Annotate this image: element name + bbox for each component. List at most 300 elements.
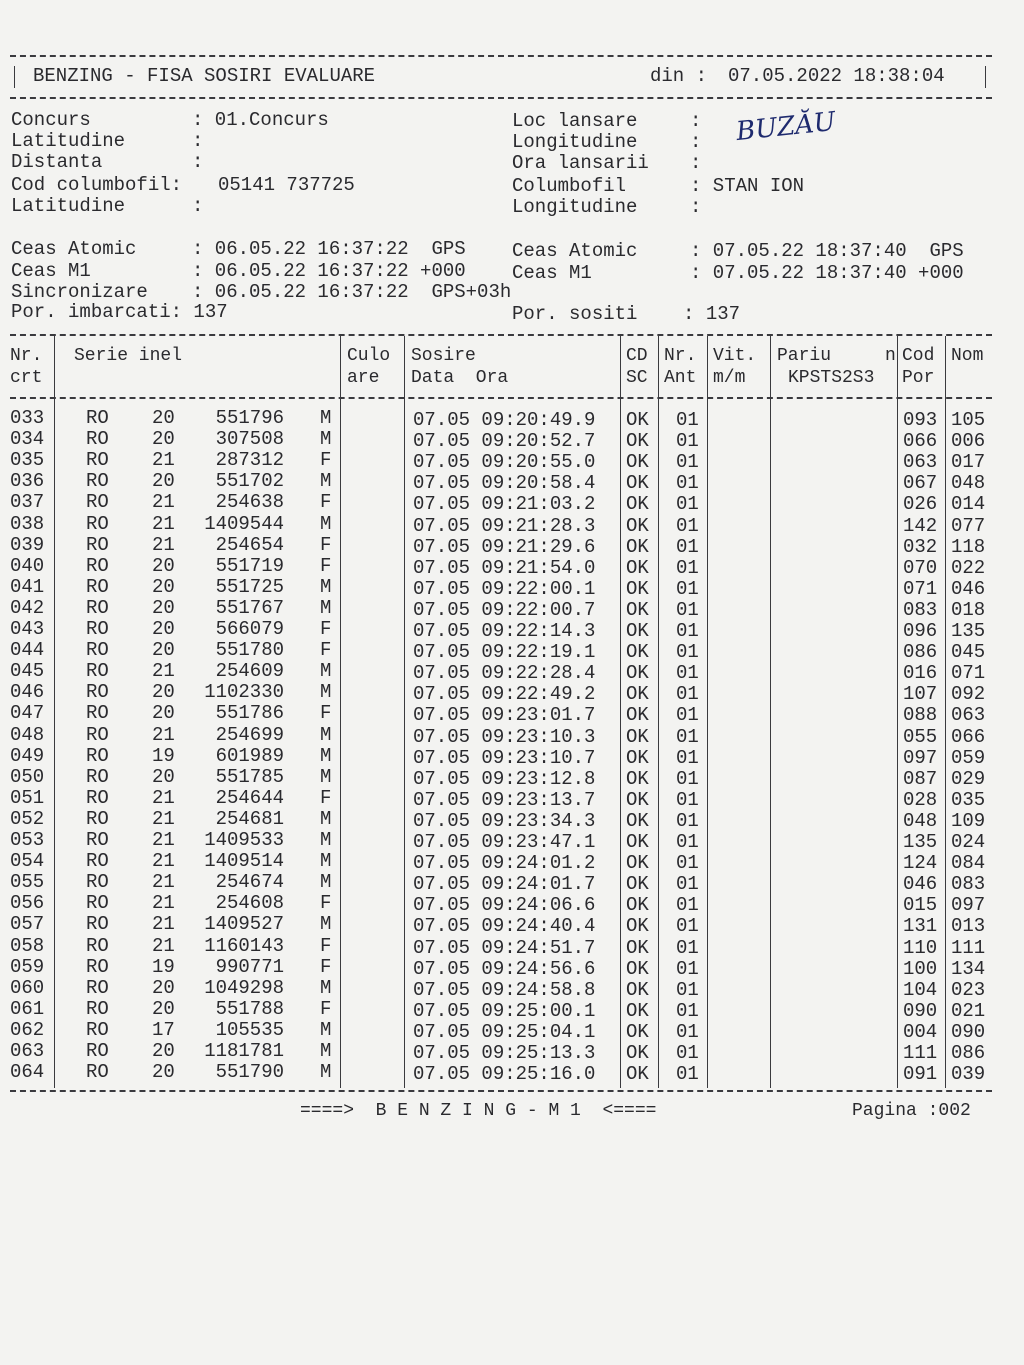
cell-nom: 118 (951, 536, 986, 558)
cell-country: RO (86, 808, 109, 830)
cell-nom: 134 (951, 958, 986, 980)
cell-cod: 088 (903, 704, 938, 726)
cell-ant: 01 (676, 430, 699, 452)
cell-country: RO (86, 850, 109, 872)
cell-nr: 055 (10, 871, 45, 893)
info-right-label: Longitudine (512, 196, 638, 218)
cell-year: 21 (152, 513, 175, 535)
cell-country: RO (86, 1019, 109, 1041)
cell-nr: 059 (10, 956, 45, 978)
cell-arrival: 07.05 09:22:19.1 (413, 641, 596, 663)
cell-ring: 551790 (215, 1061, 285, 1083)
cell-nr: 050 (10, 766, 45, 788)
cell-ring: 287312 (215, 449, 285, 471)
birds-basketed: Por. imbarcati: 137 (11, 301, 228, 323)
cell-arrival: 07.05 09:25:04.1 (413, 1021, 596, 1043)
cell-ant: 01 (676, 937, 699, 959)
cell-year: 20 (152, 555, 175, 577)
cell-arrival: 07.05 09:25:13.3 (413, 1042, 596, 1064)
cell-cd: OK (626, 873, 649, 895)
col-header-nom: Nom (951, 346, 984, 366)
cell-year: 21 (152, 449, 175, 471)
cell-country: RO (86, 470, 109, 492)
header-bottom-rule (10, 97, 992, 99)
cell-nom: 066 (951, 726, 986, 748)
cell-ant: 01 (676, 620, 699, 642)
cell-ant: 01 (676, 704, 699, 726)
cell-sex: M (320, 1040, 332, 1062)
info-right-value: : (690, 196, 702, 218)
cell-cod: 097 (903, 747, 938, 769)
cell-nom: 035 (951, 789, 986, 811)
cell-year: 20 (152, 998, 175, 1020)
cell-ant: 01 (676, 536, 699, 558)
cell-arrival: 07.05 09:25:16.0 (413, 1063, 596, 1085)
footer-brand: ====> B E N Z I N G - M 1 <==== (300, 1101, 657, 1121)
cell-arrival: 07.05 09:23:12.8 (413, 768, 596, 790)
cell-cd: OK (626, 409, 649, 431)
cell-cod: 131 (903, 915, 938, 937)
cell-ring: 551719 (215, 555, 285, 577)
cell-country: RO (86, 681, 109, 703)
cell-year: 20 (152, 639, 175, 661)
cell-nr: 039 (10, 534, 45, 556)
cell-nom: 048 (951, 472, 986, 494)
cell-ring: 601989 (215, 745, 285, 767)
cell-sex: M (320, 913, 332, 935)
cell-nr: 061 (10, 998, 45, 1020)
cell-cd: OK (626, 451, 649, 473)
cell-cod: 066 (903, 430, 938, 452)
cell-nom: 046 (951, 578, 986, 600)
clock-value-right: : 07.05.22 18:37:40 GPS (690, 240, 964, 262)
cell-nom: 111 (951, 937, 986, 959)
cell-cod: 070 (903, 557, 938, 579)
cell-nom: 090 (951, 1021, 986, 1043)
cell-country: RO (86, 660, 109, 682)
cell-cd: OK (626, 789, 649, 811)
cell-year: 20 (152, 597, 175, 619)
cell-country: RO (86, 702, 109, 724)
cell-sex: M (320, 428, 332, 450)
cell-cod: 111 (903, 1042, 938, 1064)
cell-ring: 551725 (215, 576, 285, 598)
cell-arrival: 07.05 09:23:10.7 (413, 747, 596, 769)
cell-ring: 1409544 (204, 513, 285, 535)
cell-country: RO (86, 913, 109, 935)
column-rule (340, 336, 341, 1088)
cell-sex: M (320, 829, 332, 851)
cell-sex: M (320, 576, 332, 598)
cell-nr: 057 (10, 913, 45, 935)
column-rule (770, 336, 771, 1088)
cell-cod: 026 (903, 493, 938, 515)
cell-sex: F (320, 787, 332, 809)
cell-nr: 044 (10, 639, 45, 661)
cell-sex: M (320, 1019, 332, 1041)
cell-ring: 1409527 (204, 913, 285, 935)
clock-value-right: : 07.05.22 18:37:40 +000 (690, 262, 964, 284)
cell-cd: OK (626, 641, 649, 663)
cell-arrival: 07.05 09:20:58.4 (413, 472, 596, 494)
cell-year: 20 (152, 407, 175, 429)
cell-ring: 990771 (215, 956, 285, 978)
cell-sex: F (320, 618, 332, 640)
cell-cd: OK (626, 937, 649, 959)
cell-ring: 1409533 (204, 829, 285, 851)
column-rule (707, 336, 708, 1088)
cell-sex: F (320, 639, 332, 661)
cell-year: 21 (152, 935, 175, 957)
cell-cd: OK (626, 958, 649, 980)
cell-cd: OK (626, 472, 649, 494)
cell-ant: 01 (676, 747, 699, 769)
date-label: din : (650, 65, 708, 87)
cell-ant: 01 (676, 493, 699, 515)
cell-country: RO (86, 491, 109, 513)
clock-value: : 06.05.22 16:37:22 GPS (192, 238, 466, 260)
col-header-cod-2: Por (902, 368, 935, 388)
info-left-value: : (192, 195, 204, 217)
cell-nr: 051 (10, 787, 45, 809)
cell-nom: 018 (951, 599, 986, 621)
cell-nom: 021 (951, 1000, 986, 1022)
cell-nom: 029 (951, 768, 986, 790)
info-left-label: Latitudine (11, 195, 126, 217)
table-top-rule (10, 334, 992, 336)
cell-ant: 01 (676, 515, 699, 537)
cell-cd: OK (626, 1042, 649, 1064)
cell-nom: 045 (951, 641, 986, 663)
page-number: Pagina :002 (852, 1101, 971, 1121)
cell-nr: 035 (10, 449, 45, 471)
cell-country: RO (86, 1040, 109, 1062)
cell-ant: 01 (676, 831, 699, 853)
cell-cd: OK (626, 747, 649, 769)
cell-ant: 01 (676, 599, 699, 621)
cell-cod: 032 (903, 536, 938, 558)
cell-cd: OK (626, 704, 649, 726)
cell-nr: 062 (10, 1019, 45, 1041)
header-left-border (14, 66, 15, 88)
col-header-sosire-2: Data Ora (411, 368, 509, 388)
cell-nr: 064 (10, 1061, 45, 1083)
clock-label-right: Ceas Atomic (512, 240, 638, 262)
cell-cod: 046 (903, 873, 938, 895)
cell-cod: 142 (903, 515, 938, 537)
cell-nr: 052 (10, 808, 45, 830)
cell-year: 21 (152, 491, 175, 513)
cell-ring: 551786 (215, 702, 285, 724)
cell-ring: 254644 (215, 787, 285, 809)
cell-country: RO (86, 724, 109, 746)
cell-cod: 063 (903, 451, 938, 473)
info-left-value: : (192, 151, 204, 173)
cell-ant: 01 (676, 873, 699, 895)
cell-cod: 087 (903, 768, 938, 790)
cell-cd: OK (626, 620, 649, 642)
column-rule (404, 336, 405, 1088)
cell-cod: 096 (903, 620, 938, 642)
column-rule (897, 336, 898, 1088)
cell-cod: 071 (903, 578, 938, 600)
cell-nom: 063 (951, 704, 986, 726)
cell-ant: 01 (676, 979, 699, 1001)
cell-ring: 254609 (215, 660, 285, 682)
cell-sex: M (320, 597, 332, 619)
cell-nom: 097 (951, 894, 986, 916)
cell-ring: 1049298 (204, 977, 285, 999)
cell-sex: M (320, 1061, 332, 1083)
cell-sex: M (320, 724, 332, 746)
cell-nom: 105 (951, 409, 986, 431)
cell-ring: 551788 (215, 998, 285, 1020)
cell-cod: 110 (903, 937, 938, 959)
clock-value: : 06.05.22 16:37:22 GPS+03h (192, 281, 512, 303)
cell-ring: 551702 (215, 470, 285, 492)
info-right-value: : (690, 131, 702, 153)
cell-cd: OK (626, 578, 649, 600)
cell-cd: OK (626, 599, 649, 621)
cell-sex: M (320, 766, 332, 788)
cell-ant: 01 (676, 810, 699, 832)
cell-arrival: 07.05 09:22:14.3 (413, 620, 596, 642)
cell-cd: OK (626, 915, 649, 937)
cell-sex: M (320, 681, 332, 703)
cell-ring: 254674 (215, 871, 285, 893)
info-right-value: : (690, 110, 702, 132)
cell-ant: 01 (676, 1021, 699, 1043)
cell-ant: 01 (676, 958, 699, 980)
cell-cod: 091 (903, 1063, 938, 1085)
cell-cd: OK (626, 979, 649, 1001)
cell-arrival: 07.05 09:24:01.2 (413, 852, 596, 874)
cell-sex: M (320, 808, 332, 830)
cell-arrival: 07.05 09:20:49.9 (413, 409, 596, 431)
column-rule (945, 336, 946, 1088)
cell-sex: F (320, 892, 332, 914)
cell-ring: 105535 (215, 1019, 285, 1041)
cell-arrival: 07.05 09:22:28.4 (413, 662, 596, 684)
cell-nr: 047 (10, 702, 45, 724)
cell-ant: 01 (676, 852, 699, 874)
cell-year: 20 (152, 428, 175, 450)
cell-arrival: 07.05 09:25:00.1 (413, 1000, 596, 1022)
col-header-culo: Culo (347, 346, 391, 366)
cell-cd: OK (626, 430, 649, 452)
cell-ring: 1160143 (204, 935, 285, 957)
cell-year: 21 (152, 829, 175, 851)
cell-cd: OK (626, 831, 649, 853)
cell-arrival: 07.05 09:24:01.7 (413, 873, 596, 895)
cell-nr: 053 (10, 829, 45, 851)
cell-country: RO (86, 407, 109, 429)
col-header-nrant-2: Ant (664, 368, 697, 388)
cell-nr: 054 (10, 850, 45, 872)
clock-label: Ceas Atomic (11, 238, 137, 260)
col-header-nrant: Nr. (664, 346, 697, 366)
cell-cd: OK (626, 1000, 649, 1022)
col-header-cd: CD (626, 346, 648, 366)
cell-arrival: 07.05 09:20:52.7 (413, 430, 596, 452)
col-header-cd-2: SC (626, 368, 648, 388)
cell-nr: 041 (10, 576, 45, 598)
cell-cod: 124 (903, 852, 938, 874)
info-right-label: Columbofil (512, 175, 627, 197)
cell-cd: OK (626, 1021, 649, 1043)
cell-nom: 039 (951, 1063, 986, 1085)
cell-cd: OK (626, 852, 649, 874)
col-header-pariu: Pariu n (777, 346, 896, 366)
info-left-label: Concurs (11, 109, 91, 131)
cell-nom: 135 (951, 620, 986, 642)
cell-country: RO (86, 576, 109, 598)
cell-nr: 048 (10, 724, 45, 746)
cell-year: 17 (152, 1019, 175, 1041)
clock-label: Sincronizare (11, 281, 148, 303)
cell-year: 20 (152, 681, 175, 703)
cell-ring: 1409514 (204, 850, 285, 872)
info-left-value: : (192, 130, 204, 152)
cell-year: 19 (152, 745, 175, 767)
cell-cd: OK (626, 894, 649, 916)
cell-sex: F (320, 935, 332, 957)
cell-arrival: 07.05 09:24:40.4 (413, 915, 596, 937)
cell-ring: 551780 (215, 639, 285, 661)
cell-country: RO (86, 513, 109, 535)
cell-arrival: 07.05 09:23:10.3 (413, 726, 596, 748)
cell-nom: 059 (951, 747, 986, 769)
header-right-border (985, 66, 986, 88)
cell-country: RO (86, 428, 109, 450)
cell-ant: 01 (676, 1063, 699, 1085)
cell-country: RO (86, 787, 109, 809)
birds-arrived: Por. sositi : 137 (512, 303, 741, 325)
cell-sex: M (320, 850, 332, 872)
cell-country: RO (86, 534, 109, 556)
cell-ant: 01 (676, 641, 699, 663)
col-header-sosire: Sosire (411, 346, 476, 366)
column-rule (620, 336, 621, 1088)
cell-year: 21 (152, 808, 175, 830)
cell-cod: 067 (903, 472, 938, 494)
cell-country: RO (86, 892, 109, 914)
cell-sex: F (320, 555, 332, 577)
cell-arrival: 07.05 09:22:00.7 (413, 599, 596, 621)
cell-ant: 01 (676, 915, 699, 937)
cell-nom: 077 (951, 515, 986, 537)
cell-year: 19 (152, 956, 175, 978)
cell-nom: 084 (951, 852, 986, 874)
cell-cod: 086 (903, 641, 938, 663)
col-header-culo-2: are (347, 368, 380, 388)
cell-sex: M (320, 871, 332, 893)
cell-ant: 01 (676, 894, 699, 916)
cell-ant: 01 (676, 683, 699, 705)
cell-nom: 086 (951, 1042, 986, 1064)
cell-sex: F (320, 702, 332, 724)
cell-cd: OK (626, 515, 649, 537)
cell-cod: 015 (903, 894, 938, 916)
col-header-vit: Vit. (713, 346, 757, 366)
cell-sex: M (320, 407, 332, 429)
cell-cd: OK (626, 536, 649, 558)
cell-nom: 014 (951, 493, 986, 515)
cell-cod: 093 (903, 409, 938, 431)
cell-nr: 033 (10, 407, 45, 429)
cell-cd: OK (626, 683, 649, 705)
col-header-serie: Serie inel (74, 346, 183, 366)
cell-nr: 045 (10, 660, 45, 682)
cell-year: 21 (152, 871, 175, 893)
cell-ant: 01 (676, 451, 699, 473)
cell-year: 20 (152, 1040, 175, 1062)
cell-cod: 135 (903, 831, 938, 853)
info-left-label: Cod columbofil: (11, 174, 183, 196)
cell-sex: M (320, 660, 332, 682)
handwritten-release-place: BUZĂU (734, 106, 838, 148)
cell-year: 20 (152, 977, 175, 999)
cell-country: RO (86, 597, 109, 619)
cell-ring: 551796 (215, 407, 285, 429)
cell-nom: 109 (951, 810, 986, 832)
cell-arrival: 07.05 09:23:47.1 (413, 831, 596, 853)
cell-country: RO (86, 956, 109, 978)
cell-country: RO (86, 935, 109, 957)
cell-cd: OK (626, 810, 649, 832)
cell-year: 21 (152, 913, 175, 935)
cell-sex: M (320, 513, 332, 535)
cell-cod: 016 (903, 662, 938, 684)
cell-nr: 036 (10, 470, 45, 492)
cell-arrival: 07.05 09:21:29.6 (413, 536, 596, 558)
cell-ring: 254681 (215, 808, 285, 830)
cell-arrival: 07.05 09:20:55.0 (413, 451, 596, 473)
cell-nom: 083 (951, 873, 986, 895)
info-right-label: Ora lansarii (512, 152, 649, 174)
cell-ring: 254654 (215, 534, 285, 556)
cell-ant: 01 (676, 789, 699, 811)
cell-nr: 037 (10, 491, 45, 513)
cell-year: 21 (152, 787, 175, 809)
cell-sex: F (320, 956, 332, 978)
cell-ring: 254608 (215, 892, 285, 914)
column-rule (658, 336, 659, 1088)
cell-ant: 01 (676, 409, 699, 431)
cell-cod: 083 (903, 599, 938, 621)
cell-nr: 058 (10, 935, 45, 957)
cell-cod: 048 (903, 810, 938, 832)
cell-arrival: 07.05 09:24:51.7 (413, 937, 596, 959)
cell-year: 20 (152, 470, 175, 492)
cell-ant: 01 (676, 557, 699, 579)
cell-country: RO (86, 766, 109, 788)
cell-ant: 01 (676, 472, 699, 494)
cell-arrival: 07.05 09:23:34.3 (413, 810, 596, 832)
cell-nr: 034 (10, 428, 45, 450)
cell-country: RO (86, 745, 109, 767)
cell-ant: 01 (676, 578, 699, 600)
info-right-label: Longitudine (512, 131, 638, 153)
info-left-label: Distanta (11, 151, 103, 173)
cell-ring: 254699 (215, 724, 285, 746)
cell-cd: OK (626, 768, 649, 790)
cell-nom: 023 (951, 979, 986, 1001)
col-header-nr-2: crt (10, 368, 43, 388)
cell-sex: F (320, 491, 332, 513)
sheet-title: BENZING - FISA SOSIRI EVALUARE (33, 65, 376, 87)
cell-nom: 013 (951, 915, 986, 937)
